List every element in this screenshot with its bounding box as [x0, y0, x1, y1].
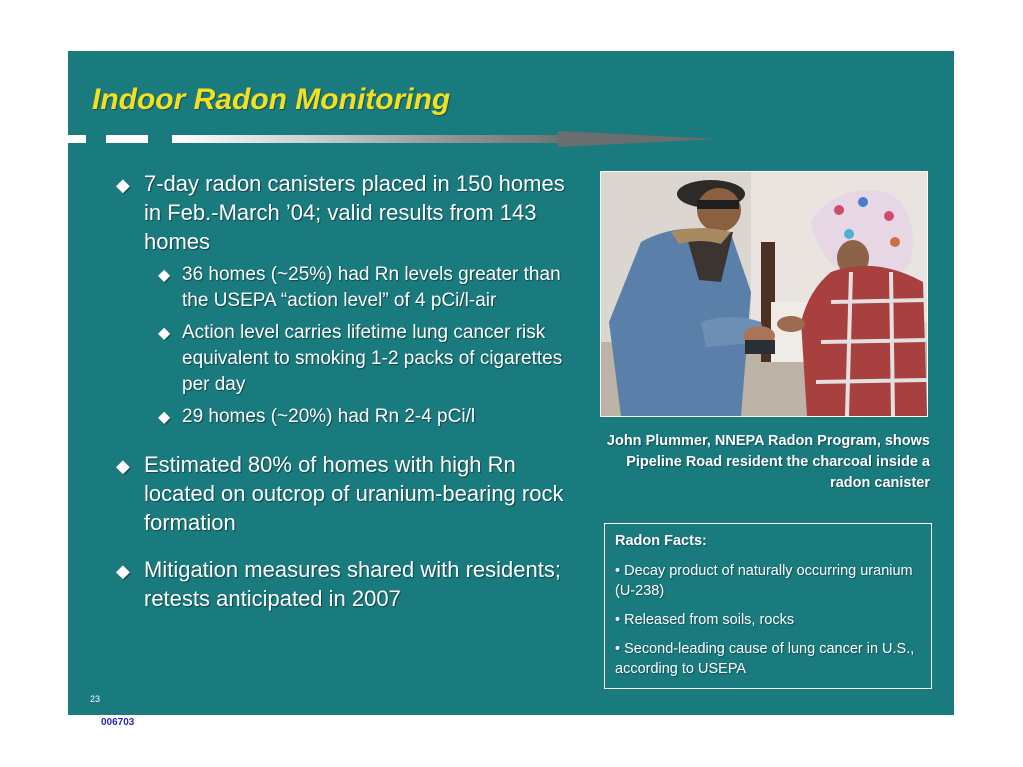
title-rule-bar	[172, 135, 564, 143]
diamond-bullet-icon: ◆	[158, 267, 171, 284]
title-rule-arrow	[558, 131, 718, 147]
diamond-bullet-icon: ◆	[158, 325, 171, 342]
bullet-list	[108, 169, 578, 627]
fact-item: • Released from soils, rocks	[615, 612, 795, 628]
sub-bullet-text: 36 homes (~25%) had Rn levels greater than the USEPA “action level” of 4 pCi/l-air	[182, 264, 561, 311]
radon-facts-box	[604, 523, 932, 689]
slide-title: Indoor Radon Monitoring	[92, 83, 451, 116]
sub-bullet-text: Action level carries lifetime lung cancer risk equivalent to smoking 1-2 packs of cigarettes per day	[182, 322, 563, 395]
sub-bullet-item	[108, 404, 578, 430]
bullet-text: 7-day radon canisters placed in 150 homes in Feb.-March ’04; valid results from 143 homes	[144, 171, 565, 254]
sub-bullet-item	[108, 320, 578, 398]
page-number: 23	[90, 694, 101, 704]
diamond-bullet-icon: ◆	[116, 175, 130, 195]
diamond-bullet-icon: ◆	[116, 456, 130, 476]
sub-bullet-text: 29 homes (~20%) had Rn 2-4 pCi/l	[182, 406, 476, 427]
radon-canister-photo	[600, 171, 928, 417]
diamond-bullet-icon: ◆	[116, 561, 130, 581]
sub-bullet-item	[108, 262, 578, 314]
bullet-item	[108, 169, 578, 430]
bullet-item	[108, 555, 578, 613]
fact-item: • Decay product of naturally occurring uranium (U-238)	[615, 563, 913, 599]
document-code: 006703	[101, 717, 135, 728]
facts-title: Radon Facts:	[615, 533, 707, 549]
fact-item: • Second-leading cause of lung cancer in U.S., according to USEPA	[615, 641, 915, 677]
bullet-text: Mitigation measures shared with residents; retests anticipated in 2007	[144, 557, 561, 611]
bullet-text: Estimated 80% of homes with high Rn located on outcrop of uranium-bearing rock formation	[144, 452, 564, 535]
title-rule-dash-2	[106, 135, 148, 143]
diamond-bullet-icon: ◆	[158, 409, 171, 426]
bullet-item	[108, 450, 578, 537]
title-rule-dash-1	[68, 135, 86, 143]
photo-caption: John Plummer, NNEPA Radon Program, shows Pipeline Road resident the charcoal inside a radon canister	[606, 433, 930, 491]
slide	[68, 51, 954, 715]
photo-illustration	[601, 172, 927, 416]
